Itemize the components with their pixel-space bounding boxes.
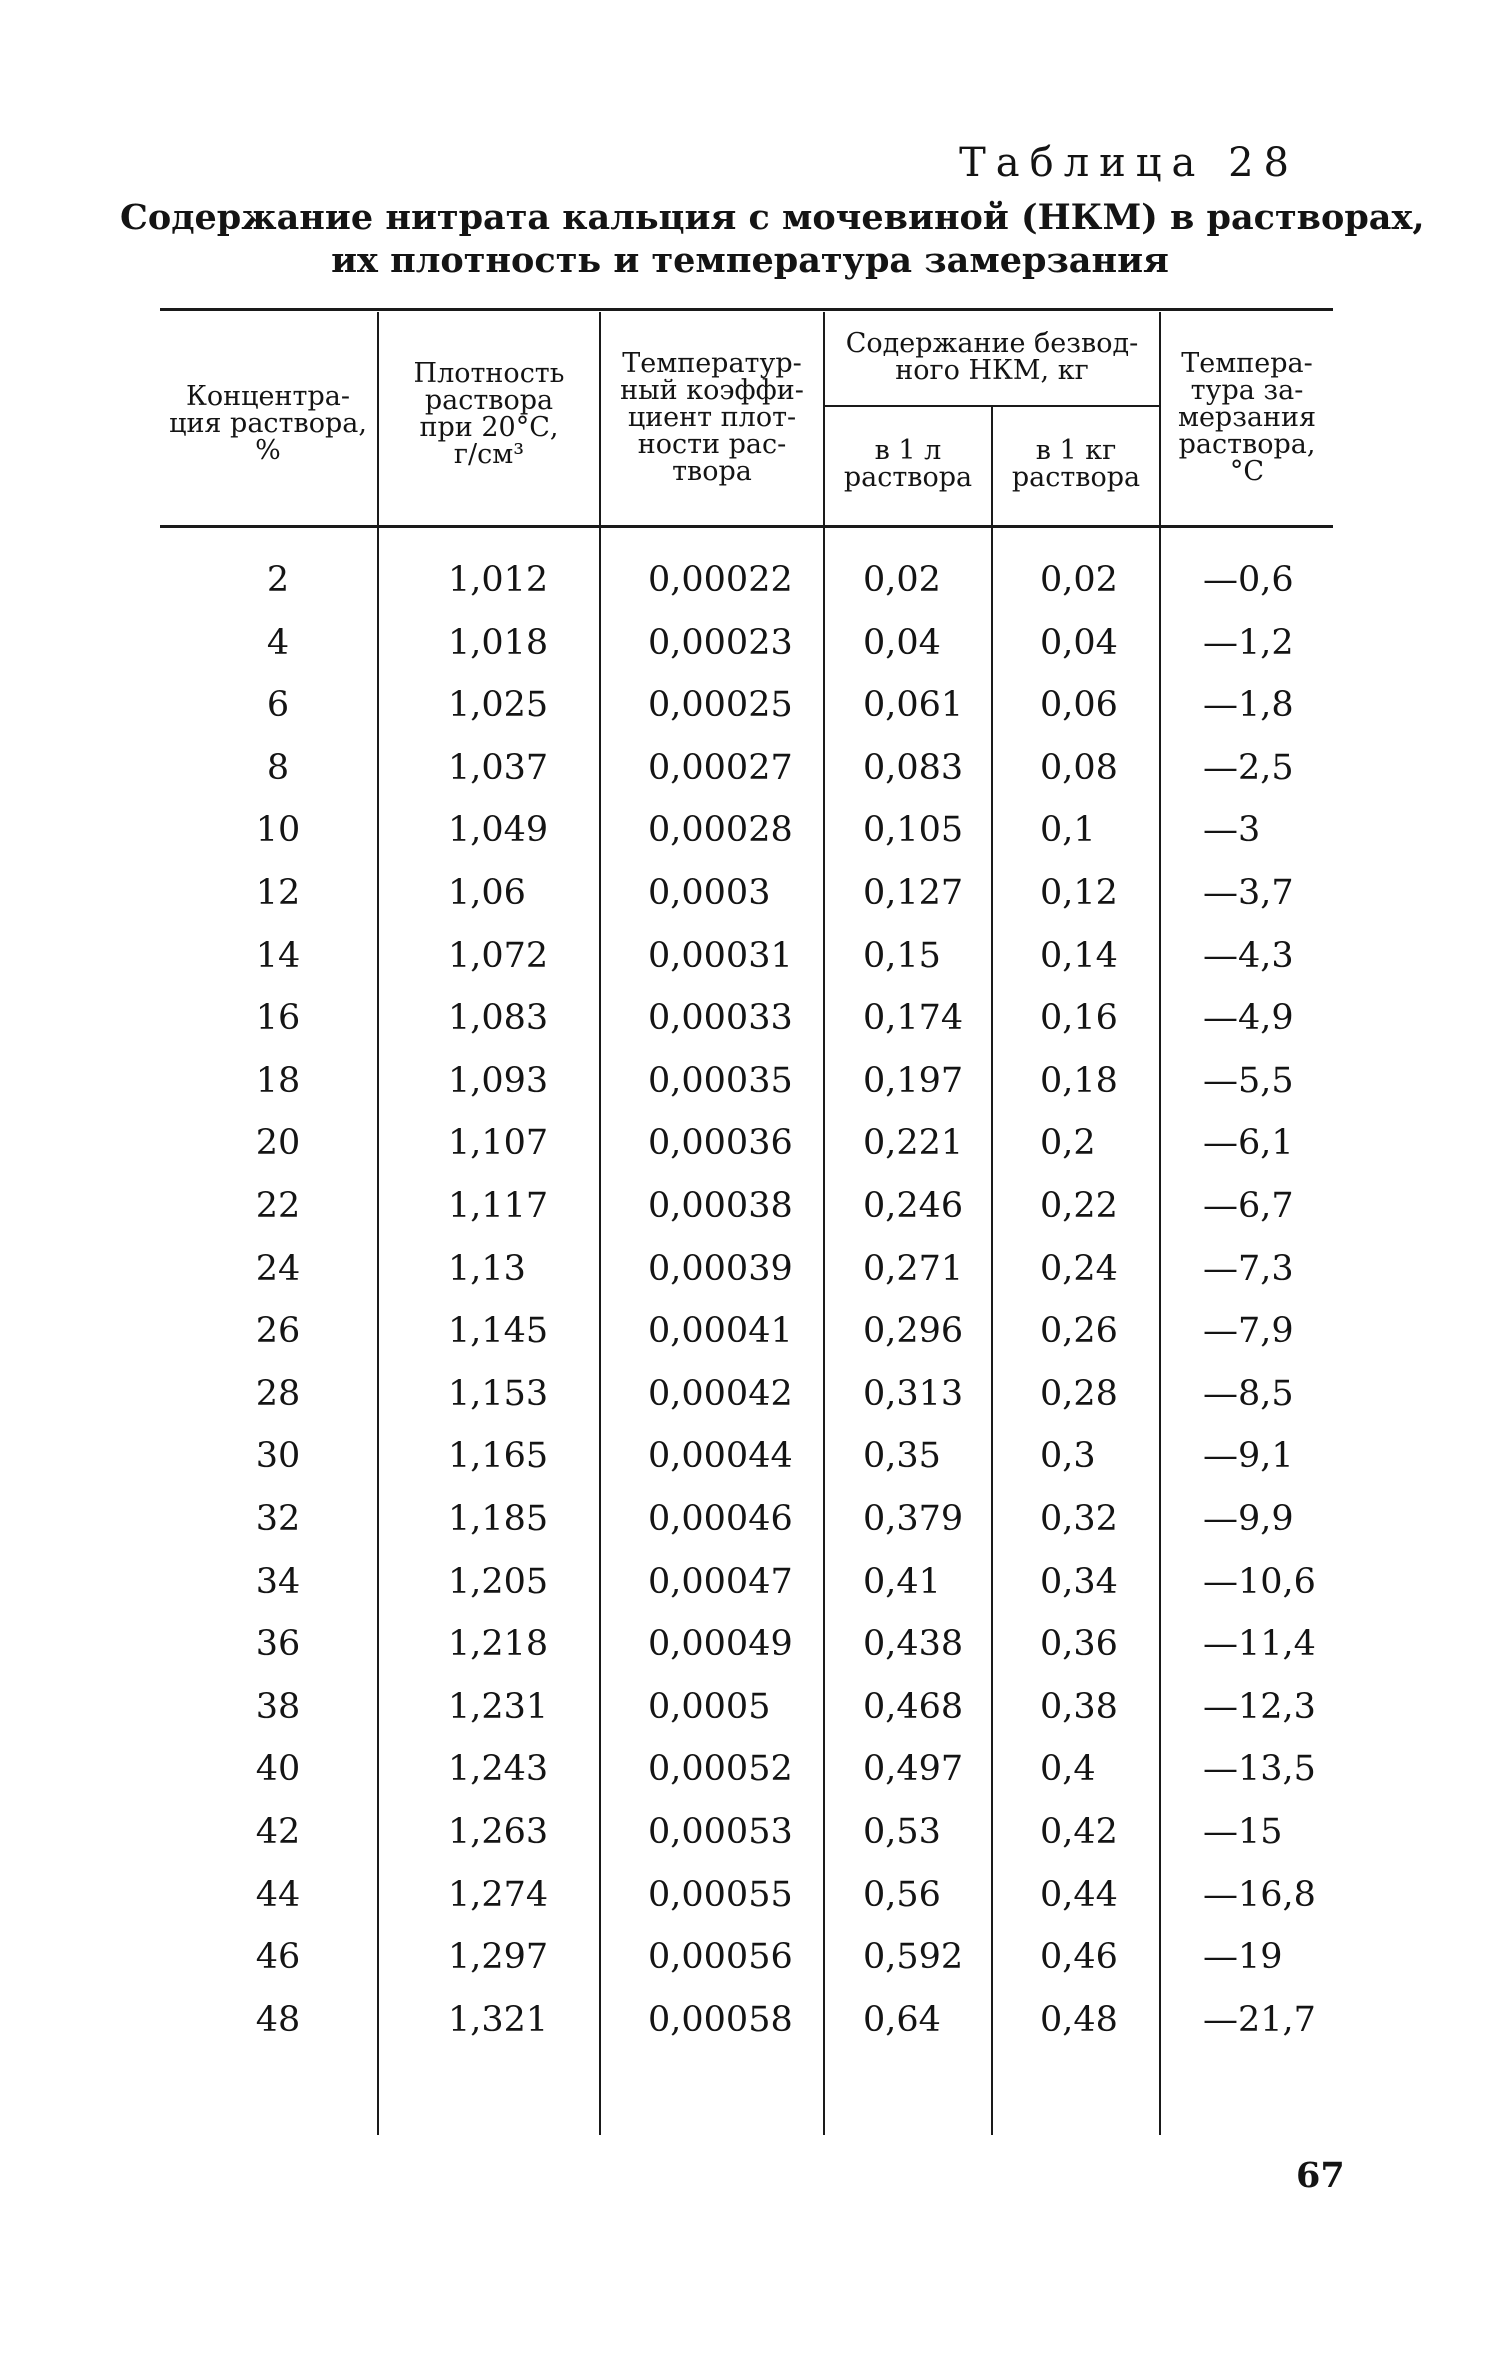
per-kg-cell: 0,4 xyxy=(1040,1749,1096,1789)
freezing-temp-cell: —21,7 xyxy=(1203,2000,1316,2040)
freezing-temp-cell: —0,6 xyxy=(1203,560,1294,600)
concentration-cell: 14 xyxy=(255,936,301,976)
concentration-cell: 36 xyxy=(255,1624,301,1664)
per-liter-cell: 0,221 xyxy=(863,1123,964,1163)
per-liter-cell: 0,35 xyxy=(863,1436,941,1476)
table-title-line-1: Содержание нитрата кальция с мочевиной (НКМ) в растворах, xyxy=(120,197,1425,238)
density-cell: 1,117 xyxy=(448,1186,549,1226)
concentration-cell: 26 xyxy=(255,1311,301,1351)
density-cell: 1,072 xyxy=(448,936,549,976)
density-cell: 1,145 xyxy=(448,1311,549,1351)
per-kg-cell: 0,38 xyxy=(1040,1687,1118,1727)
freezing-temp-cell: —16,8 xyxy=(1203,1875,1316,1915)
per-kg-cell: 0,44 xyxy=(1040,1875,1118,1915)
concentration-cell: 42 xyxy=(255,1812,301,1852)
header-concentration: Концентра- ция раствора, % xyxy=(169,381,367,466)
freezing-temp-cell: —12,3 xyxy=(1203,1687,1316,1727)
freezing-temp-cell: —9,1 xyxy=(1203,1436,1294,1476)
coefficient-cell: 0,00046 xyxy=(648,1499,793,1539)
concentration-cell: 16 xyxy=(255,998,301,1038)
per-kg-cell: 0,04 xyxy=(1040,623,1118,663)
freezing-temp-cell: —3,7 xyxy=(1203,873,1294,913)
per-kg-cell: 0,1 xyxy=(1040,810,1096,850)
concentration-cell: 28 xyxy=(255,1374,301,1414)
per-kg-cell: 0,3 xyxy=(1040,1436,1096,1476)
coefficient-cell: 0,00056 xyxy=(648,1937,793,1977)
density-cell: 1,263 xyxy=(448,1812,549,1852)
per-kg-cell: 0,46 xyxy=(1040,1937,1118,1977)
column-divider xyxy=(1159,312,1161,2135)
concentration-cell: 12 xyxy=(255,873,301,913)
per-liter-cell: 0,53 xyxy=(863,1812,941,1852)
per-kg-cell: 0,12 xyxy=(1040,873,1118,913)
table-number: Таблица 28 xyxy=(959,140,1299,186)
freezing-temp-cell: —3 xyxy=(1203,810,1261,850)
per-liter-cell: 0,105 xyxy=(863,810,964,850)
coefficient-cell: 0,00042 xyxy=(648,1374,793,1414)
header-per-liter: в 1 л раствора xyxy=(843,435,973,493)
header-freezing-temperature: Темпера- тура за- мерзания раствора, °С xyxy=(1177,348,1317,487)
freezing-temp-cell: —5,5 xyxy=(1203,1061,1294,1101)
column-divider xyxy=(599,312,601,2135)
per-liter-cell: 0,64 xyxy=(863,2000,941,2040)
concentration-cell: 4 xyxy=(266,623,290,663)
coefficient-cell: 0,0005 xyxy=(648,1687,771,1727)
freezing-temp-cell: —15 xyxy=(1203,1812,1283,1852)
freezing-temp-cell: —1,8 xyxy=(1203,685,1294,725)
coefficient-cell: 0,00027 xyxy=(648,748,793,788)
per-liter-cell: 0,061 xyxy=(863,685,964,725)
column-divider xyxy=(991,407,993,2135)
coefficient-cell: 0,00033 xyxy=(648,998,793,1038)
concentration-cell: 34 xyxy=(255,1562,301,1602)
coefficient-cell: 0,00028 xyxy=(648,810,793,850)
concentration-cell: 46 xyxy=(255,1937,301,1977)
freezing-temp-cell: —6,7 xyxy=(1203,1186,1294,1226)
concentration-cell: 22 xyxy=(255,1186,301,1226)
freezing-temp-cell: —13,5 xyxy=(1203,1749,1316,1789)
per-kg-cell: 0,02 xyxy=(1040,560,1118,600)
coefficient-cell: 0,00044 xyxy=(648,1436,793,1476)
coefficient-cell: 0,00023 xyxy=(648,623,793,663)
table-top-rule xyxy=(160,308,1333,311)
table-title-line-2: их плотность и температура замерзания xyxy=(331,240,1169,281)
coefficient-cell: 0,00058 xyxy=(648,2000,793,2040)
density-cell: 1,205 xyxy=(448,1562,549,1602)
concentration-cell: 48 xyxy=(255,2000,301,2040)
freezing-temp-cell: —11,4 xyxy=(1203,1624,1316,1664)
coefficient-cell: 0,00025 xyxy=(648,685,793,725)
per-kg-cell: 0,06 xyxy=(1040,685,1118,725)
freezing-temp-cell: —6,1 xyxy=(1203,1123,1294,1163)
concentration-cell: 8 xyxy=(266,748,290,788)
concentration-cell: 44 xyxy=(255,1875,301,1915)
per-liter-cell: 0,56 xyxy=(863,1875,941,1915)
concentration-cell: 20 xyxy=(255,1123,301,1163)
per-liter-cell: 0,468 xyxy=(863,1687,964,1727)
per-liter-cell: 0,379 xyxy=(863,1499,964,1539)
density-cell: 1,153 xyxy=(448,1374,549,1414)
freezing-temp-cell: —1,2 xyxy=(1203,623,1294,663)
per-liter-cell: 0,02 xyxy=(863,560,941,600)
density-cell: 1,231 xyxy=(448,1687,549,1727)
density-cell: 1,243 xyxy=(448,1749,549,1789)
header-content-group: Содержание безвод- ного НКМ, кг xyxy=(845,328,1139,386)
concentration-cell: 30 xyxy=(255,1436,301,1476)
per-liter-cell: 0,296 xyxy=(863,1311,964,1351)
concentration-cell: 18 xyxy=(255,1061,301,1101)
per-kg-cell: 0,16 xyxy=(1040,998,1118,1038)
header-density: Плотность раствора при 20°С, г/см³ xyxy=(413,358,565,470)
coefficient-cell: 0,00039 xyxy=(648,1249,793,1289)
per-kg-cell: 0,22 xyxy=(1040,1186,1118,1226)
per-liter-cell: 0,41 xyxy=(863,1562,941,1602)
density-cell: 1,012 xyxy=(448,560,549,600)
density-cell: 1,025 xyxy=(448,685,549,725)
freezing-temp-cell: —19 xyxy=(1203,1937,1283,1977)
per-liter-cell: 0,246 xyxy=(863,1186,964,1226)
density-cell: 1,165 xyxy=(448,1436,549,1476)
density-cell: 1,049 xyxy=(448,810,549,850)
freezing-temp-cell: —8,5 xyxy=(1203,1374,1294,1414)
concentration-cell: 10 xyxy=(255,810,301,850)
column-divider xyxy=(823,312,825,2135)
coefficient-cell: 0,00036 xyxy=(648,1123,793,1163)
freezing-temp-cell: —4,9 xyxy=(1203,998,1294,1038)
freezing-temp-cell: —9,9 xyxy=(1203,1499,1294,1539)
per-liter-cell: 0,15 xyxy=(863,936,941,976)
per-kg-cell: 0,42 xyxy=(1040,1812,1118,1852)
coefficient-cell: 0,00053 xyxy=(648,1812,793,1852)
concentration-cell: 2 xyxy=(266,560,290,600)
density-cell: 1,037 xyxy=(448,748,549,788)
density-cell: 1,321 xyxy=(448,2000,549,2040)
density-cell: 1,13 xyxy=(448,1249,526,1289)
per-kg-cell: 0,32 xyxy=(1040,1499,1118,1539)
per-liter-cell: 0,04 xyxy=(863,623,941,663)
per-liter-cell: 0,127 xyxy=(863,873,964,913)
per-kg-cell: 0,48 xyxy=(1040,2000,1118,2040)
density-cell: 1,185 xyxy=(448,1499,549,1539)
page-number: 67 xyxy=(1296,2155,1345,2196)
density-cell: 1,107 xyxy=(448,1123,549,1163)
concentration-cell: 38 xyxy=(255,1687,301,1727)
density-cell: 1,297 xyxy=(448,1937,549,1977)
per-kg-cell: 0,26 xyxy=(1040,1311,1118,1351)
density-cell: 1,274 xyxy=(448,1875,549,1915)
concentration-cell: 40 xyxy=(255,1749,301,1789)
per-liter-cell: 0,271 xyxy=(863,1249,964,1289)
column-divider xyxy=(377,312,379,2135)
per-kg-cell: 0,18 xyxy=(1040,1061,1118,1101)
density-cell: 1,06 xyxy=(448,873,526,913)
coefficient-cell: 0,00047 xyxy=(648,1562,793,1602)
freezing-temp-cell: —7,3 xyxy=(1203,1249,1294,1289)
per-kg-cell: 0,14 xyxy=(1040,936,1118,976)
per-liter-cell: 0,174 xyxy=(863,998,964,1038)
density-cell: 1,083 xyxy=(448,998,549,1038)
per-kg-cell: 0,24 xyxy=(1040,1249,1118,1289)
coefficient-cell: 0,00055 xyxy=(648,1875,793,1915)
concentration-cell: 24 xyxy=(255,1249,301,1289)
per-liter-cell: 0,497 xyxy=(863,1749,964,1789)
per-kg-cell: 0,2 xyxy=(1040,1123,1096,1163)
header-per-kg: в 1 кг раствора xyxy=(1011,435,1141,493)
per-liter-cell: 0,592 xyxy=(863,1937,964,1977)
per-liter-cell: 0,083 xyxy=(863,748,964,788)
coefficient-cell: 0,00031 xyxy=(648,936,793,976)
coefficient-cell: 0,00035 xyxy=(648,1061,793,1101)
per-liter-cell: 0,313 xyxy=(863,1374,964,1414)
freezing-temp-cell: —4,3 xyxy=(1203,936,1294,976)
per-kg-cell: 0,34 xyxy=(1040,1562,1118,1602)
coefficient-cell: 0,00038 xyxy=(648,1186,793,1226)
coefficient-cell: 0,0003 xyxy=(648,873,771,913)
density-cell: 1,218 xyxy=(448,1624,549,1664)
concentration-cell: 6 xyxy=(266,685,290,725)
per-liter-cell: 0,438 xyxy=(863,1624,964,1664)
per-kg-cell: 0,28 xyxy=(1040,1374,1118,1414)
density-cell: 1,018 xyxy=(448,623,549,663)
per-kg-cell: 0,08 xyxy=(1040,748,1118,788)
coefficient-cell: 0,00049 xyxy=(648,1624,793,1664)
freezing-temp-cell: —10,6 xyxy=(1203,1562,1316,1602)
freezing-temp-cell: —7,9 xyxy=(1203,1311,1294,1351)
coefficient-cell: 0,00022 xyxy=(648,560,793,600)
concentration-cell: 32 xyxy=(255,1499,301,1539)
per-kg-cell: 0,36 xyxy=(1040,1624,1118,1664)
coefficient-cell: 0,00052 xyxy=(648,1749,793,1789)
header-temperature-coefficient: Температур- ный коэффи- циент плот- ности рас- твора xyxy=(620,348,804,487)
per-liter-cell: 0,197 xyxy=(863,1061,964,1101)
density-cell: 1,093 xyxy=(448,1061,549,1101)
header-bottom-rule xyxy=(160,525,1333,528)
freezing-temp-cell: —2,5 xyxy=(1203,748,1294,788)
coefficient-cell: 0,00041 xyxy=(648,1311,793,1351)
